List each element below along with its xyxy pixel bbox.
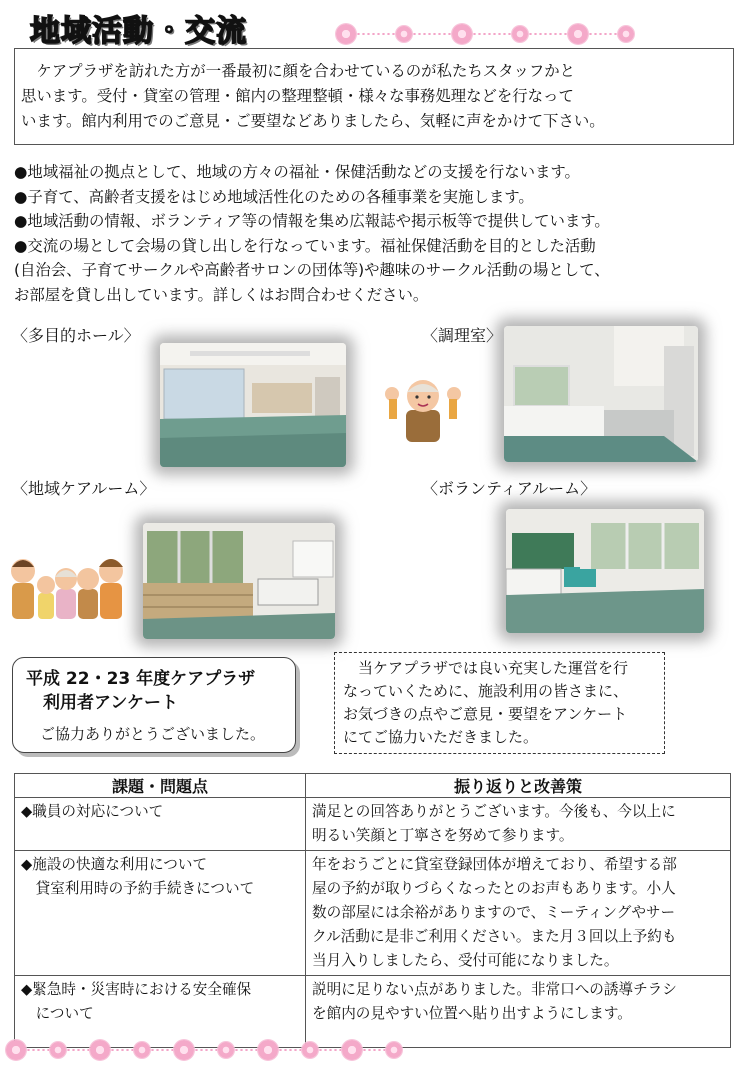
list-item: ●交流の場として会場の貸し出しを行なっています。福祉保健活動を目的とした活動 (自治会、子育てサークルや高齢者サロンの団体等)や趣味のサークル活動の場として、 お部屋を貸し出しています。詳しくはお問合わせください。 — [14, 236, 610, 304]
table-header-row — [15, 774, 731, 798]
flower-icon — [342, 1040, 362, 1060]
flower-icon — [302, 1042, 318, 1058]
service-list — [14, 160, 738, 307]
grandpa-illustration — [382, 372, 464, 444]
response-cell: 満足との回答ありがとうございます。今後も、今以上に 明るい笑顔と丁寧さを努めて参ります。 — [312, 803, 676, 844]
intro-text: ケアプラザを訪れた方が一番最初に顔を合わせているのが私たちスタッフかと 思います。受付・貸室の管理・館内の整理整頓・様々な事務処理などを行なって います。館内利用でのご意見・ご要望などありましたら、気軽に声をかけて下さい。 — [14, 48, 734, 145]
hall-photo — [160, 343, 346, 467]
flower-icon — [90, 1040, 110, 1060]
flower-icon — [396, 26, 412, 42]
flower-icon — [512, 26, 528, 42]
flower-icon — [6, 1040, 26, 1060]
flower-icon — [452, 24, 472, 44]
list-item: ●地域福祉の拠点として、地域の方々の福祉・保健活動などの支援を行ないます。 — [14, 163, 580, 181]
flower-icon — [174, 1040, 194, 1060]
page-title: 地域活動・交流 — [30, 14, 247, 49]
column-header-issue: 課題・問題点 — [15, 774, 306, 798]
response-cell: 説明に足りない点がありました。非常口への誘導チラシ を館内の見やすい位置へ貼り出すようにします。 — [312, 981, 677, 1022]
table-row — [15, 798, 731, 851]
response-cell: 年をおうごとに貸室登録団体が増えており、希望する部 屋の予約が取りづらくなったとのお声もあります。小人 数の部屋には余裕がありますので、ミーティングやサー クル活動に是非ご利用ください。また月３回以上予約も 当月入りしましたら、受付可能になりました。 — [312, 856, 677, 969]
flower-icon — [258, 1040, 278, 1060]
flower-border-bottom — [6, 1040, 402, 1060]
issue-cell: ◆緊急時・災害時における安全確保 について — [21, 981, 252, 1022]
flower-icon — [134, 1042, 150, 1058]
family-illustration — [8, 549, 124, 621]
volunteer-room-photo — [506, 509, 704, 633]
list-item: ●地域活動の情報、ボランティア等の情報を集め広報誌や掲示板等で提供しています。 — [14, 212, 610, 230]
room-label-kitchen: 〈調理室〉 — [422, 326, 503, 345]
flower-icon — [336, 24, 356, 44]
room-label-care-room: 〈地域ケアルーム〉 — [12, 479, 156, 498]
care-room-photo — [143, 523, 335, 639]
issue-cell: ◆施設の快適な利用について 貸室利用時の予約手続きについて — [21, 856, 255, 897]
flower-border-top — [336, 24, 634, 44]
survey-title: 平成 22・23 年度ケアプラザ 利用者アンケート — [26, 669, 256, 713]
table-row — [15, 976, 731, 1048]
flower-icon — [386, 1042, 402, 1058]
survey-notice: 当ケアプラザでは良い充実した運営を行 なっていくために、施設利用の皆さまに、 お気づきの点やご意見・要望をアンケート にてご協力いただきました。 — [334, 652, 665, 754]
flower-icon — [50, 1042, 66, 1058]
flower-icon — [618, 26, 634, 42]
room-label-volunteer-room: 〈ボランティアルーム〉 — [422, 479, 597, 498]
flower-icon — [218, 1042, 234, 1058]
room-label-hall: 〈多目的ホール〉 — [12, 326, 140, 345]
list-item: ●子育て、高齢者支援をはじめ地域活性化のための各種事業を実施します。 — [14, 187, 534, 206]
table-row — [15, 851, 731, 976]
survey-thanks: ご協力ありがとうございました。 — [40, 725, 266, 743]
issue-cell: ◆職員の対応について — [21, 803, 164, 820]
flower-icon — [568, 24, 588, 44]
column-header-response: 振り返りと改善策 — [306, 774, 731, 798]
survey-results-table — [14, 773, 731, 1048]
kitchen-photo — [504, 326, 698, 462]
